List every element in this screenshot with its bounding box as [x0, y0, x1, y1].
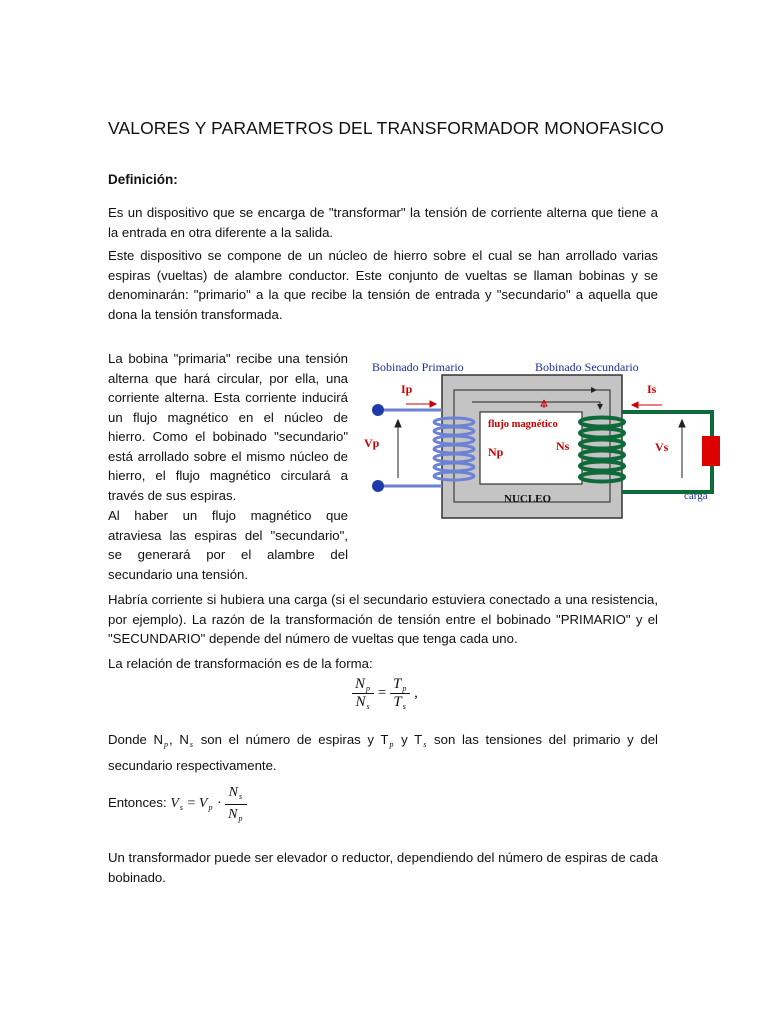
transformer-diagram	[362, 350, 732, 520]
secondary-voltage-label: Vs	[655, 440, 669, 454]
paragraph-primary-coil: La bobina "primaria" recibe una tensión alterna que hará circular, por ella, una corriente alterna. Esta corriente inducirá un flujo magnético en el núcleo de hierro. Como el bobinado "secundario" está arrollado sobre el mismo núcleo de hierro, el flujo magnético circulará a través de sus espiras.	[108, 351, 348, 503]
definition-heading: Definición:	[108, 172, 178, 187]
turns-ratio-formula: $\frac{N_p}{N_s}$ = $\frac{T_p}{T_s}$ ,	[352, 676, 418, 711]
paragraph-secondary-voltage: Al haber un flujo magnético que atraviesa las espiras del "secundario", se generará por el alambre del secundario una tensión.	[108, 508, 348, 582]
paragraph-secondary-formula: Entonces: $V_s = V_p$ · $\frac{N_s}{N_p}$	[108, 783, 658, 825]
paragraph-relation-intro: La relación de transformación es de la forma:	[108, 656, 373, 671]
current-arrow-secondary	[632, 402, 662, 408]
secondary-winding-label: Bobinado Secundario	[535, 360, 639, 374]
page-title: VALORES Y PARAMETROS DEL TRANSFORMADOR MONOFASICO	[108, 118, 664, 138]
turns-fraction: $\frac{N_p}{N_s}$	[352, 676, 374, 711]
voltage-arrow-secondary	[679, 420, 685, 478]
paragraph-composition: Este dispositivo se compone de un núcleo de hierro sobre el cual se han arrollado varias espiras (vueltas) de alambre conductor. Este conjunto de vueltas se llaman bobinas y se denominarán: "primario" a la que recibe la tensión de entrada y "secundario" a aquella que dona la tensión transformada.	[108, 248, 658, 322]
voltage-arrow-primary	[395, 420, 401, 478]
turns-fraction-2: $\frac{N_s}{N_p}$	[225, 783, 246, 825]
paragraph-intro: Es un dispositivo que se encarga de "transformar" la tensión de corriente alterna que tiene a la entrada en otra diferente a la salida.	[108, 205, 658, 240]
primary-winding-label: Bobinado Primario	[372, 360, 464, 374]
paragraph-transformation-ratio: Habría corriente si hubiera una carga (si el secundario estuviera conectado a una resistencia, por ejemplo). La razón de la transformación de tensión entre el bobinado "PRIMARIO" y el "SECUNDARIO" depende del número de vueltas que tenga cada uno.	[108, 592, 658, 646]
terminal-top	[372, 404, 384, 416]
terminal-bottom	[372, 480, 384, 492]
core-label: NUCLEO	[504, 493, 552, 505]
primary-turns-label: Np	[488, 445, 504, 459]
secondary-turns-label: Ns	[556, 439, 570, 453]
equals-sign: =	[377, 684, 387, 701]
primary-voltage-label: Vp	[364, 436, 380, 450]
secondary-voltage-formula: $V_s = V_p$ · $\frac{N_s}{N_p}$	[170, 796, 246, 811]
secondary-current-label: Is	[647, 382, 657, 396]
load-label: carga	[684, 490, 708, 502]
voltage-fraction: $\frac{T_p}{T_s}$	[390, 676, 410, 711]
load-resistor	[702, 436, 720, 466]
flux-label: flujo magnético	[488, 419, 558, 430]
paragraph-step-up-down: Un transformador puede ser elevador o reductor, dependiendo del número de espiras de cada bobinado.	[108, 850, 658, 885]
primary-current-label: Ip	[401, 382, 413, 396]
paragraph-variables: Donde $N_p$, $N_s$ son el número de espiras y $T_p$ y $T_s$ son las tensiones del primario y del secundario respectivamente.	[108, 732, 658, 773]
current-arrow-primary	[406, 401, 436, 407]
